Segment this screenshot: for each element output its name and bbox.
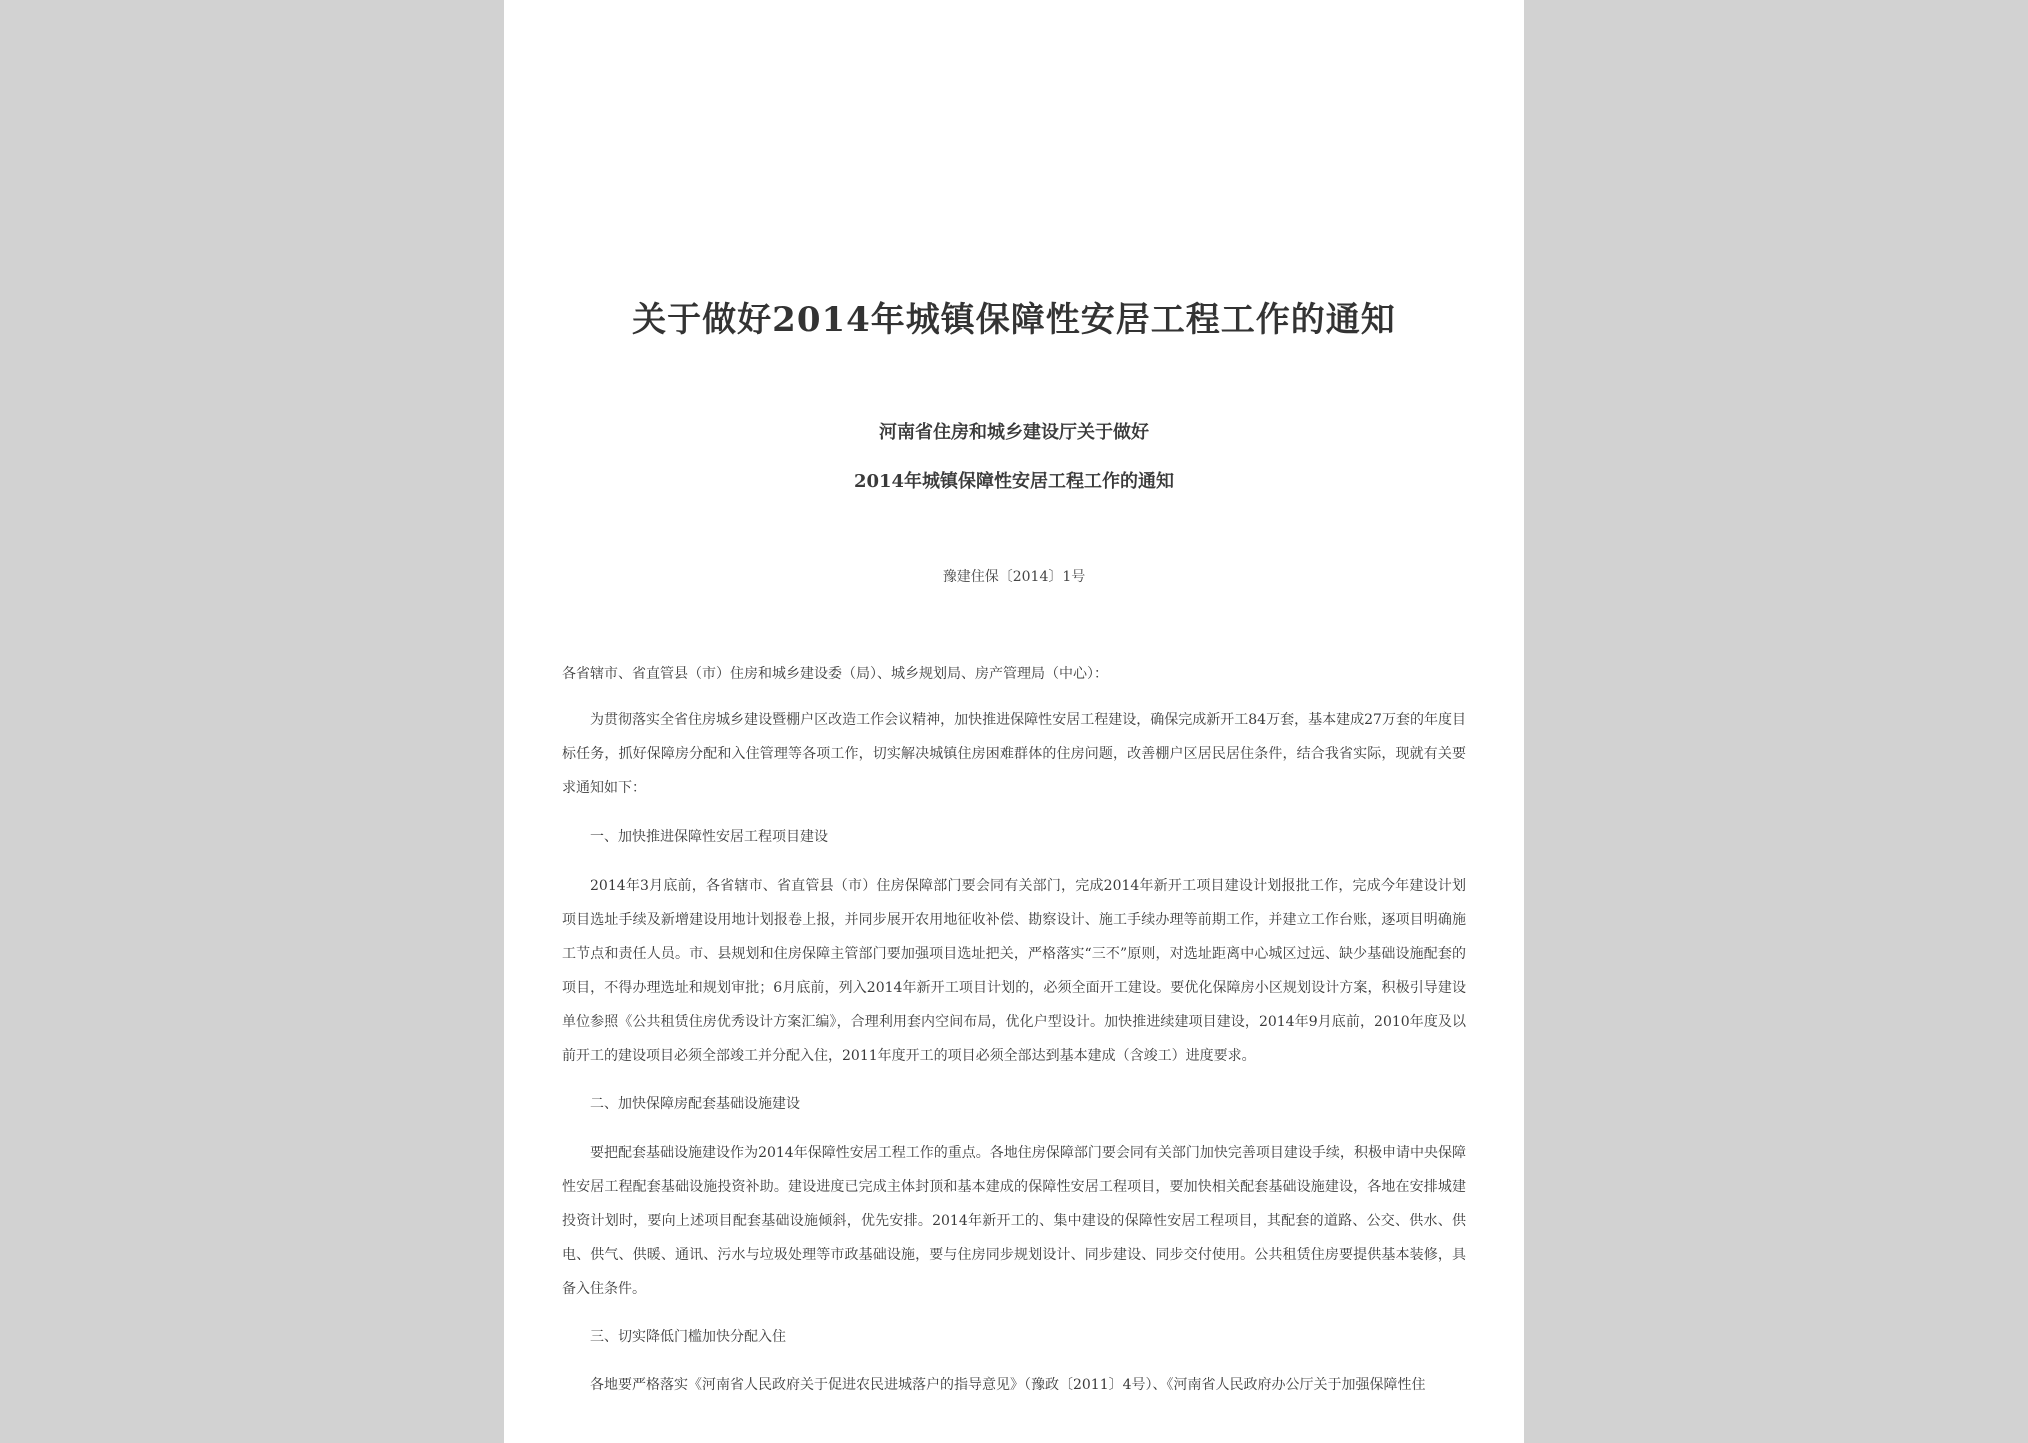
intro-paragraph: 为贯彻落实全省住房城乡建设暨棚户区改造工作会议精神，加快推进保障性安居工程建设，确保完成新开工84万套，基本建成27万套的年度目标任务，抓好保障房分配和入住管理等各项工作，切实解决城镇住房困难群体的住房问题，改善棚户区居民居住条件，结合我省实际，现就有关要求通知如下： [562,712,1466,796]
section1-heading: 一、加快推进保障性安居工程项目建设 [590,829,828,845]
addressee-line: 各省辖市、省直管县（市）住房和城乡建设委（局）、城乡规划局、房产管理局（中心）： [562,666,1108,682]
section3-heading: 三、切实降低门槛加快分配入住 [590,1329,786,1345]
section2-heading: 二、加快保障房配套基础设施建设 [590,1096,800,1112]
document-title: 关于做好2014年城镇保障性安居工程工作的通知 [632,300,1396,340]
section3-paragraph: 各地要严格落实《河南省人民政府关于促进农民进城落户的指导意见》（豫政〔2011〕4号）、《河南省人民政府办公厅关于加强保障性住 [590,1377,1426,1393]
document-page [504,0,1524,1443]
document-number: 豫建住保〔2014〕1号 [942,569,1086,585]
document-subtitle-line2: 2014年城镇保障性安居工程工作的通知 [853,471,1175,492]
section1-paragraph: 2014年3月底前，各省辖市、省直管县（市）住房保障部门要会同有关部门，完成2014年新开工项目建设计划报批工作，完成今年建设计划项目选址手续及新增建设用地计划报卷上报，并同步展开农用地征收补偿、勘察设计、施工手续办理等前期工作，并建立工作台账，逐项目明确施工节点和责任人员。市、县规划和住房保障主管部门要加强项目选址把关，严格落实“三不”原则，对选址距离中心城区过远、缺少基础设施配套的项目，不得办理选址和规划审批；6月底前，列入2014年新开工项目计划的，必须全面开工建设。要优化保障房小区规划设计方案，积极引导建设单位参照《公共租赁住房优秀设计方案汇编》，合理利用套内空间布局，优化户型设计。加快推进续建项目建设，2014年9月底前，2010年度及以前开工的建设项目必须全部竣工并分配入住，2011年度开工的项目必须全部达到基本建成（含竣工）进度要求。 [562,878,1466,1064]
section2-paragraph: 要把配套基础设施建设作为2014年保障性安居工程工作的重点。各地住房保障部门要会同有关部门加快完善项目建设手续，积极申请中央保障性安居工程配套基础设施投资补助。建设进度已完成主体封顶和基本建成的保障性安居工程项目，要加快相关配套基础设施建设，各地在安排城建投资计划时，要向上述项目配套基础设施倾斜，优先安排。2014年新开工的、集中建设的保障性安居工程项目，其配套的道路、公交、供水、供电、供气、供暖、通讯、污水与垃圾处理等市政基础设施，要与住房同步规划设计、同步建设、同步交付使用。公共租赁住房要提供基本装修，具备入住条件。 [562,1145,1466,1297]
document-subtitle-line1: 河南省住房和城乡建设厅关于做好 [879,422,1149,443]
